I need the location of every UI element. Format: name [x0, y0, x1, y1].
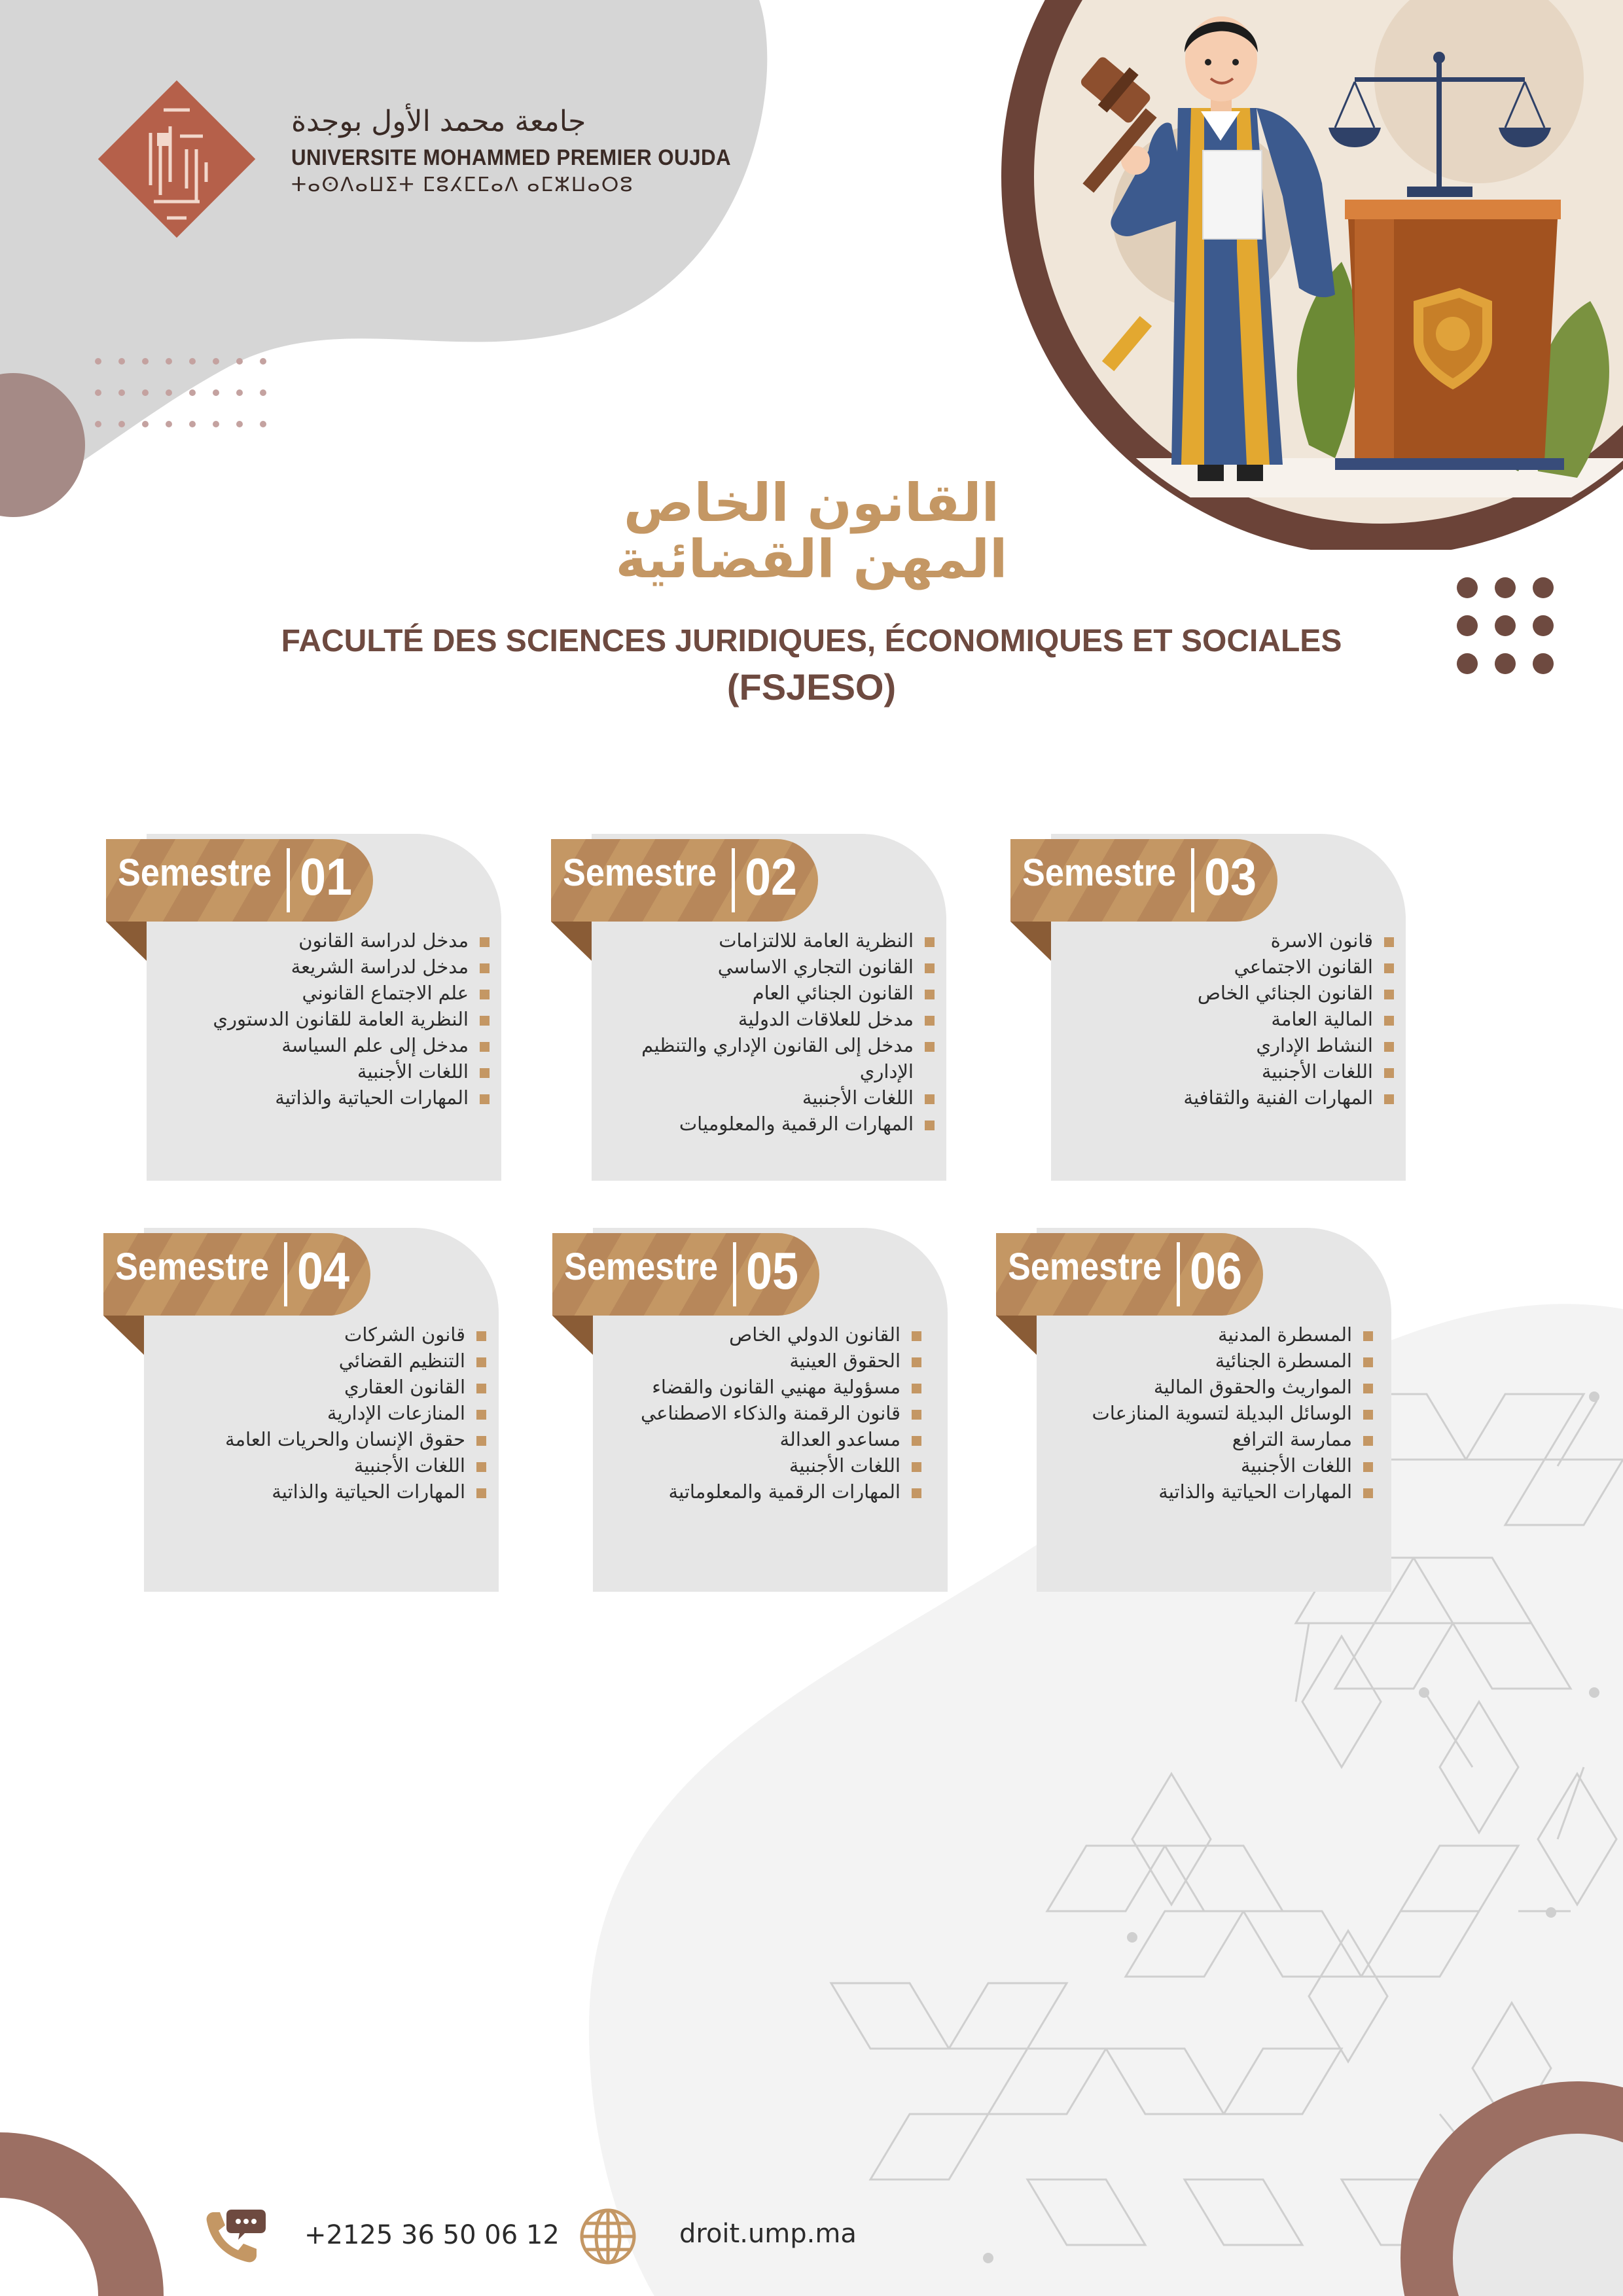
- course-list-03: [1068, 927, 1395, 1111]
- list-item: المهارات الفنية والثقافية: [1068, 1085, 1395, 1111]
- semester-number: 01: [300, 848, 353, 906]
- list-item: اللغات الأجنبية: [1068, 1058, 1395, 1085]
- semester-ribbon-02: [551, 839, 819, 924]
- semester-label: Semestre: [563, 852, 717, 894]
- course-list-04: [160, 1321, 488, 1505]
- phone-number[interactable]: +2125 36 50 06 12: [304, 2220, 560, 2250]
- semester-ribbon-05: [552, 1233, 821, 1318]
- list-item: القانون الجنائي الخاص: [1068, 980, 1395, 1006]
- course-list-05: [596, 1321, 923, 1505]
- list-item: مساعدو العدالة: [596, 1426, 923, 1452]
- list-item: علم الاجتماع القانوني: [164, 980, 491, 1006]
- list-item: اللغات الأجنبية: [1047, 1452, 1374, 1479]
- list-item: اللغات الأجنبية: [609, 1085, 936, 1111]
- university-name-arabic: جامعة محمد الأول بوجدة: [291, 105, 586, 138]
- semester-ribbon-03: [1010, 839, 1279, 924]
- list-item: مدخل لدراسة القانون: [164, 927, 491, 954]
- program-title-line2: المهن القضائية: [615, 529, 1008, 590]
- semester-number: 03: [1204, 848, 1257, 906]
- list-item: القانون الاجتماعي: [1068, 954, 1395, 980]
- course-list-02: [609, 927, 936, 1137]
- list-item: المواريث والحقوق المالية: [1047, 1374, 1374, 1400]
- semester-number: 06: [1190, 1242, 1243, 1300]
- list-item: المهارات الرقمية والمعلوماتية: [596, 1479, 923, 1505]
- semester-ribbon-06: [996, 1233, 1264, 1318]
- list-item: اللغات الأجنبية: [164, 1058, 491, 1085]
- globe-icon: [579, 2207, 637, 2266]
- list-item: اللغات الأجنبية: [596, 1452, 923, 1479]
- semester-number: 02: [745, 848, 798, 906]
- list-item: حقوق الإنسان والحريات العامة: [160, 1426, 488, 1452]
- list-item: قانون الاسرة: [1068, 927, 1395, 954]
- bottom-left-arc: [0, 2132, 164, 2296]
- list-item: المسطرة المدنية: [1047, 1321, 1374, 1348]
- list-item: الوسائل البديلة لتسوية المنازعات: [1047, 1400, 1374, 1426]
- list-item: المهارات الحياتية والذاتية: [1047, 1479, 1374, 1505]
- university-name-tifinagh: ⵜⴰⵙⴷⴰⵡⵉⵜ ⵎⵓⵃⵎⵎⴰⴷ ⴰⵎⵣⵡⴰⵔⵓ: [291, 173, 634, 196]
- judge-illustration: [916, 0, 1623, 550]
- list-item: مدخل إلى القانون الإداري والتنظيم الإداري: [609, 1032, 936, 1085]
- list-item: مدخل إلى علم السياسة: [164, 1032, 491, 1058]
- semester-label: Semestre: [115, 1246, 270, 1288]
- faculty-name: FACULTÉ DES SCIENCES JURIDIQUES, ÉCONOMIQUES ET SOCIALES: [281, 624, 1342, 658]
- semester-label: Semestre: [564, 1246, 719, 1288]
- list-item: المسطرة الجنائية: [1047, 1348, 1374, 1374]
- semester-label: Semestre: [1022, 852, 1177, 894]
- list-item: الحقوق العينية: [596, 1348, 923, 1374]
- list-item: القانون الدولي الخاص: [596, 1321, 923, 1348]
- phone-icon: [202, 2207, 267, 2266]
- course-list-06: [1047, 1321, 1374, 1505]
- semester-ribbon-04: [103, 1233, 372, 1318]
- list-item: النظرية العامة للقانون الدستوري: [164, 1006, 491, 1032]
- list-item: مدخل للعلاقات الدولية: [609, 1006, 936, 1032]
- list-item: ممارسة الترافع: [1047, 1426, 1374, 1452]
- website-link[interactable]: droit.ump.ma: [679, 2219, 857, 2249]
- semester-label: Semestre: [118, 852, 272, 894]
- program-title-line1: القانون الخاص: [623, 473, 1000, 533]
- list-item: اللغات الأجنبية: [160, 1452, 488, 1479]
- list-item: قانون الرقمنة والذكاء الاصطناعي: [596, 1400, 923, 1426]
- list-item: القانون العقاري: [160, 1374, 488, 1400]
- list-item: مسؤولية مهنيي القانون والقضاء: [596, 1374, 923, 1400]
- list-item: قانون الشركات: [160, 1321, 488, 1348]
- list-item: النشاط الإداري: [1068, 1032, 1395, 1058]
- list-item: القانون الجنائي العام: [609, 980, 936, 1006]
- semester-label: Semestre: [1008, 1246, 1162, 1288]
- semester-number: 04: [297, 1242, 350, 1300]
- list-item: المنازعات الإدارية: [160, 1400, 488, 1426]
- course-list-01: [164, 927, 491, 1111]
- university-logo: [88, 71, 265, 247]
- list-item: المالية العامة: [1068, 1006, 1395, 1032]
- list-item: المهارات الرقمية والمعلوميات: [609, 1111, 936, 1137]
- list-item: المهارات الحياتية والذاتية: [164, 1085, 491, 1111]
- list-item: النظرية العامة للالتزامات: [609, 927, 936, 954]
- semester-ribbon-01: [106, 839, 374, 924]
- list-item: التنظيم القضائي: [160, 1348, 488, 1374]
- list-item: المهارات الحياتية والذاتية: [160, 1479, 488, 1505]
- list-item: القانون التجاري الاساسي: [609, 954, 936, 980]
- faculty-abbreviation: (FSJESO): [726, 666, 897, 708]
- university-name-french: UNIVERSITE MOHAMMED PREMIER OUJDA: [291, 145, 732, 170]
- semester-number: 05: [746, 1242, 799, 1300]
- list-item: مدخل لدراسة الشريعة: [164, 954, 491, 980]
